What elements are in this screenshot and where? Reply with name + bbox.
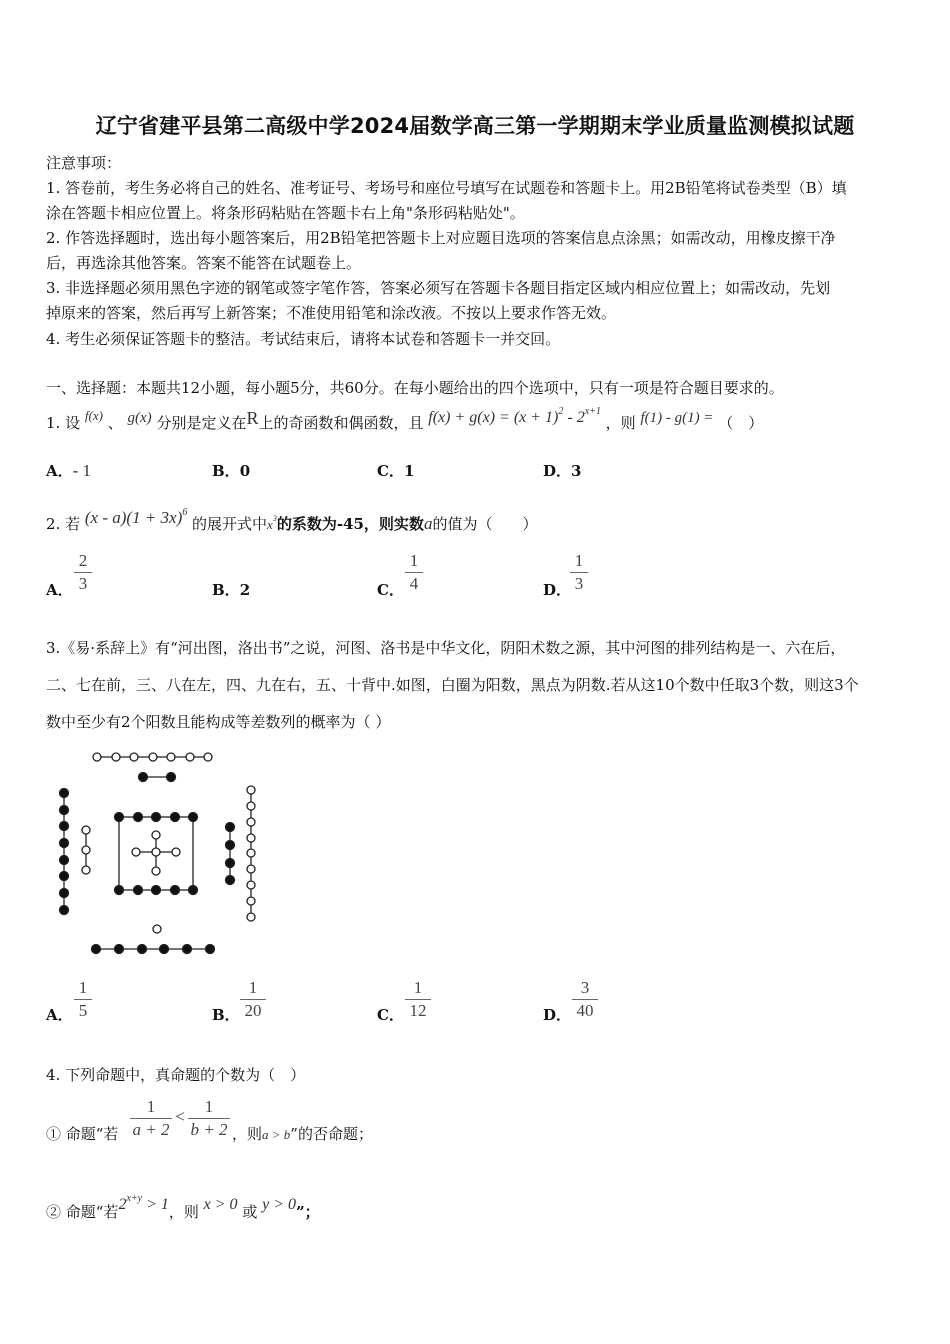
q3-option-c-label[interactable]: C． (377, 1006, 404, 1024)
q3-option-b-label[interactable]: B． (212, 1006, 240, 1024)
notice-line-2: 涂在答题卡相应位置上。将条形码粘贴在答题卡右上角"条形码粘贴处"。 (46, 204, 525, 222)
hetu-diagram (40, 745, 280, 965)
q4-p1-fraction-2: 1 b + 2 (188, 1097, 230, 1140)
question-3-line-3: 数中至少有2个阳数且能构成等差数列的概率为（ ） (46, 713, 391, 731)
q3-option-c-fraction: 1 12 (405, 978, 431, 1021)
q1-option-a[interactable]: A．- 1 (46, 461, 92, 480)
q3-option-a-fraction: 1 5 (74, 978, 92, 1021)
q1-option-b[interactable]: B．0 (212, 462, 251, 480)
notice-line-5: 3. 非选择题必须用黑色字迹的钢笔或签字笔作答，答案必须写在答题卡各题目指定区域内相应位置上；如需改动，先划 (46, 279, 831, 297)
q1-option-d[interactable]: D．3 (543, 462, 582, 480)
q3-option-d-fraction: 3 40 (572, 978, 598, 1021)
q1-option-c[interactable]: C．1 (377, 462, 415, 480)
question-1: 1. 设 f(x) 、 g(x) 分别是定义在R上的奇函数和偶函数，且 $f(x) + g(x) = (x + 1)^2 - 2^{x+1}$ ，则 f(1) - g(1) = （ ） (46, 406, 764, 432)
notice-line-3: 2. 作答选择题时，选出每小题答案后，用2B铅笔把答题卡上对应题目选项的答案信息点涂黑；如需改动，用橡皮擦干净 (46, 229, 836, 247)
q4-p1-less-than: < (175, 1107, 185, 1126)
q2-option-c-fraction: 1 4 (405, 551, 423, 594)
q2-option-a-label[interactable]: A． (46, 581, 73, 599)
q3-option-b-fraction: 1 20 (240, 978, 266, 1021)
notice-line-4: 后，再选涂其他答案。答案不能答在试题卷上。 (46, 254, 362, 272)
q2-option-d-label[interactable]: D． (543, 581, 572, 599)
q4-proposition-1-pre: ① 命题“若 (46, 1125, 119, 1143)
question-2: 2. 若 $(x - a)(1 + 3x)^6$ 的展开式中$x^3$的系数为-45，则实数a的值为（ ） (46, 507, 538, 533)
question-4: 4. 下列命题中，真命题的个数为（ ） (46, 1066, 306, 1084)
page-title: 辽宁省建平县第二高级中学2024届数学高三第一学期期末学业质量监测模拟试题 (95, 114, 855, 138)
section-heading: 一、选择题：本题共12小题，每小题5分，共60分。在每小题给出的四个选项中，只有一项是符合题目要求的。 (46, 379, 784, 397)
notice-line-6: 掉原来的答案，然后再写上新答案；不准使用铅笔和涂改液。不按以上要求作答无效。 (46, 304, 617, 322)
q3-option-a-label[interactable]: A． (46, 1006, 73, 1024)
q2-option-c-label[interactable]: C． (377, 581, 404, 599)
question-3-line-2: 二、七在前，三、八在左，四、九在右，五、十背中.如图，白圈为阳数，黑点为阴数.若从这10个数中任取3个数，则这3个 (46, 676, 859, 694)
notice-line-1: 1. 答卷前，考生务必将自己的姓名、准考证号、考场号和座位号填写在试题卷和答题卡上。用2B铅笔将试卷类型（B）填 (46, 179, 847, 197)
q2-option-d-fraction: 1 3 (570, 551, 588, 594)
q4-proposition-1-post: ，则a > b”的否命题； (232, 1125, 373, 1143)
q2-option-b[interactable]: B．2 (212, 581, 251, 599)
question-3-line-1: 3.《易·系辞上》有“河出图，洛出书”之说，河图、洛书是中华文化，阴阳术数之源，其中河图的排列结构是一、六在后， (46, 639, 846, 657)
q2-option-a-fraction: 2 3 (74, 551, 92, 594)
q4-p1-fraction-1: 1 a + 2 (130, 1097, 172, 1140)
q4-proposition-2: ② 命题“若$2^{x+y} > 1$，则 x > 0 或 y > 0”； (46, 1193, 320, 1221)
q3-option-d-label[interactable]: D． (543, 1006, 572, 1024)
notice-line-7: 4. 考生必须保证答题卡的整洁。考试结束后，请将本试卷和答题卡一并交回。 (46, 330, 561, 348)
notice-heading: 注意事项： (46, 154, 122, 172)
